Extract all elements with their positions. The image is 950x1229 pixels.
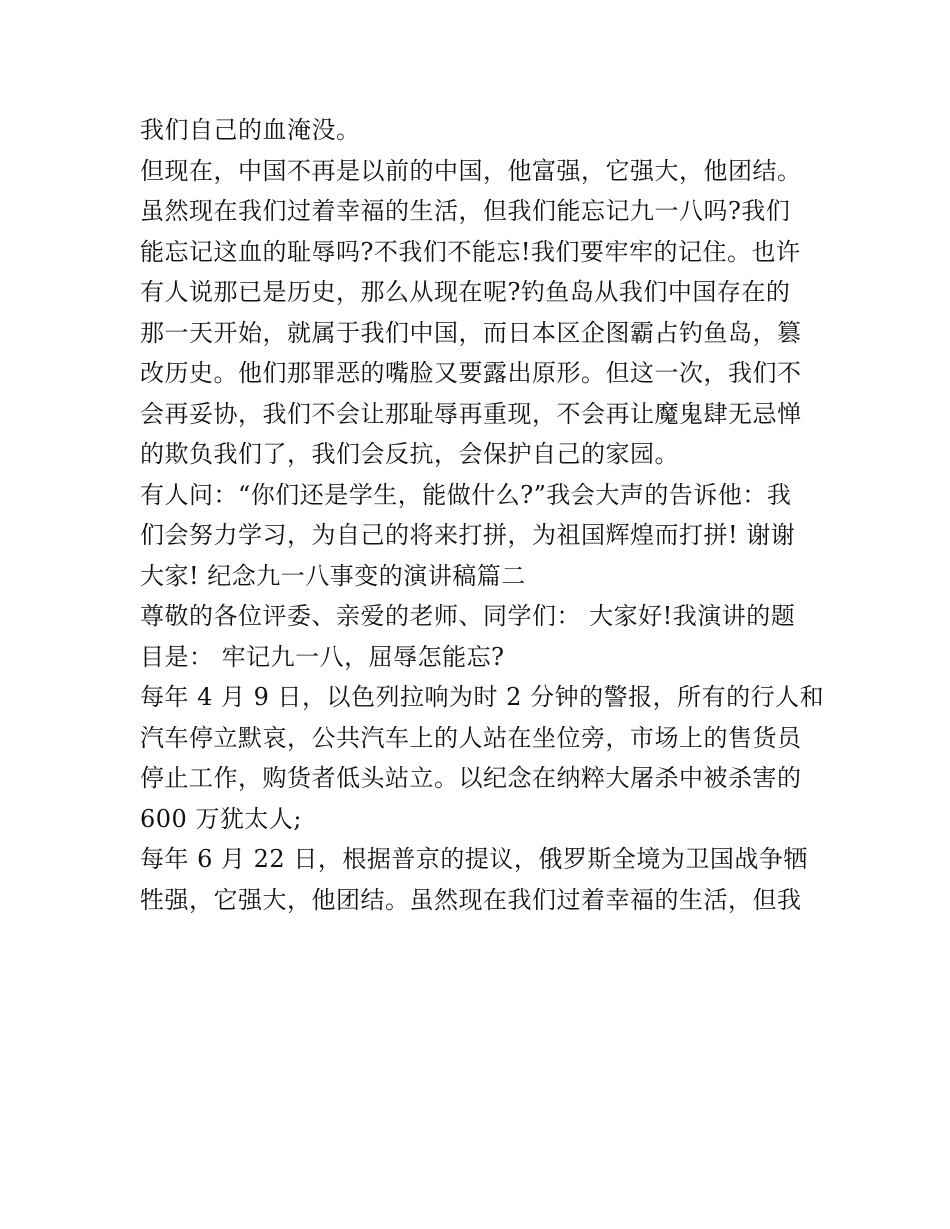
text-line: 600 万犹太人; [140,804,303,833]
text-line: 牲强，它强大，他团结。虽然现在我们过着幸福的生活，但我 [140,885,802,914]
paragraph [140,191,820,475]
paragraph [140,475,820,597]
text-line: 会再妥协，我们不会让那耻辱再重现，不会再让魔鬼肆无忌惮 [140,399,802,428]
paragraph [140,839,820,920]
text-line: 每年 4 月 9 日，以色列拉响为时 2 分钟的警报，所有的行人和 [140,683,825,711]
text-line: 们会努力学习，为自己的将来打拼，为祖国辉煌而打拼! 谢谢 [140,521,796,549]
text-line: 那一天开始，就属于我们中国，而日本区企图霸占钓鱼岛，篡 [140,318,802,347]
text-line: 汽车停立默哀，公共汽车上的人站在坐位旁，市场上的售货员 [140,723,802,752]
text-line: 改历史。他们那罪恶的嘴脸又要露出原形。但这一次，我们不 [140,359,802,387]
paragraph [140,151,820,192]
text-line: 有人说那已是历史，那么从现在呢?钓鱼岛从我们中国存在的 [140,278,791,306]
text-line: 每年 6 月 22 日，根据普京的提议，俄罗斯全境为卫国战争牺 [140,845,808,873]
text-line: 有人问：“你们还是学生，能做什么?”我会大声的告诉他：我 [140,480,792,509]
text-line: 目是： 牢记九一八，屈辱怎能忘? [140,642,505,671]
document-body [140,110,825,920]
text-line: 停止工作，购货者低头站立。以纪念在纳粹大屠杀中被杀害的 [140,764,802,792]
text-line: 尊敬的各位评委、亲爱的老师、同学们： 大家好!我演讲的题 [140,602,796,630]
text-line: 能忘记这血的耻辱吗?不我们不能忘!我们要牢牢的记住。也许 [140,237,801,266]
text-line: 虽然现在我们过着幸福的生活，但我们能忘记九一八吗?我们 [140,197,791,225]
text-line: 我们自己的血淹没。 [140,116,361,144]
text-line: 但现在，中国不再是以前的中国，他富强，它强大，他团结。 [140,156,802,185]
paragraph [140,677,825,839]
paragraph [140,596,820,677]
text-line: 的欺负我们了，我们会反抗，会保护自己的家园。 [140,440,679,468]
text-line: 大家! 纪念九一八事变的演讲稿篇二 [140,561,526,590]
paragraph [140,110,820,151]
